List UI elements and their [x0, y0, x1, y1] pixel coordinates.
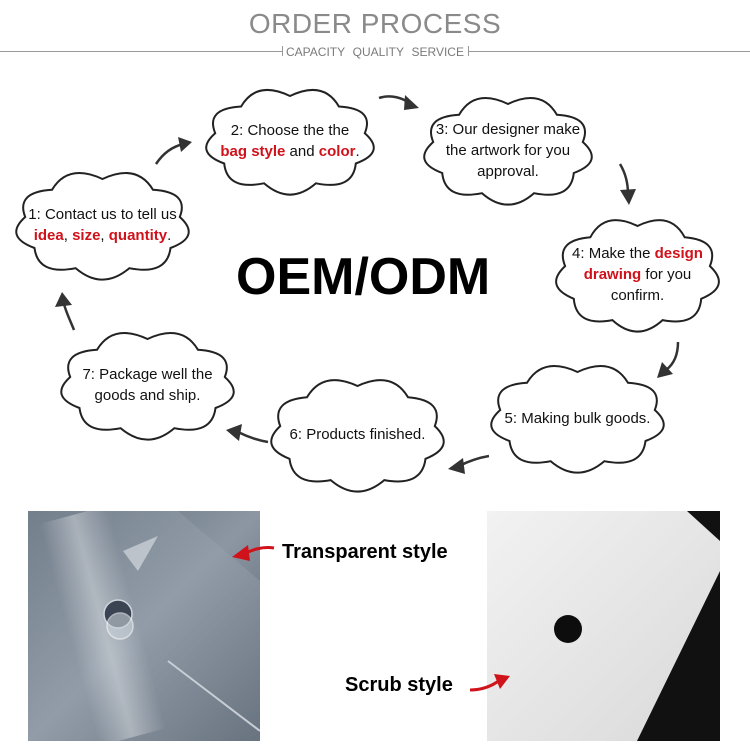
- step-text-line: [424, 119, 592, 182]
- step-text: 5: Making bulk goods.: [504, 409, 651, 427]
- step-3-text: [418, 90, 598, 210]
- step-text: ,: [100, 227, 109, 244]
- transparent-style-label: Transparent style: [282, 541, 448, 563]
- step-text-line: [69, 364, 226, 406]
- highlight-text: size: [72, 227, 101, 244]
- transparent-bag-photo: [28, 511, 260, 741]
- oem-odm-label: OEM/ODM: [236, 248, 491, 306]
- divider-right: [468, 51, 750, 52]
- step-text-line: [505, 408, 651, 429]
- red-arrow-icon: [466, 670, 514, 700]
- step-5-text: [485, 358, 670, 478]
- step-text: .: [355, 143, 360, 160]
- flow-arrow-icon: [48, 288, 84, 334]
- flow-arrow-icon: [150, 132, 200, 172]
- step-7-text: [55, 325, 240, 445]
- step-text-line: [564, 243, 711, 306]
- flow-arrow-icon: [443, 448, 493, 478]
- step-cloud-2: [200, 82, 380, 200]
- step-text: 3: Our designer make the artwork for you approval.: [435, 120, 581, 180]
- flow-arrow-icon: [222, 420, 272, 452]
- subtitle: [286, 45, 464, 59]
- subtitle-quality: QUALITY: [352, 45, 404, 59]
- step-text: 4: Make the: [572, 245, 655, 262]
- step-text: .: [167, 227, 172, 244]
- step-cloud-6: [265, 372, 450, 497]
- highlight-text: idea: [33, 227, 64, 244]
- divider-left: [0, 51, 282, 52]
- highlight-text: color: [318, 143, 356, 160]
- subtitle-capacity: CAPACITY: [286, 45, 346, 59]
- step-1-text: [10, 165, 195, 285]
- flow-arrow-icon: [375, 88, 425, 118]
- step-text: 2: Choose the the: [230, 122, 350, 139]
- step-cloud-4: [550, 212, 725, 337]
- scrub-bag-image: [487, 511, 720, 741]
- transparent-bag-image: [28, 511, 260, 741]
- step-text: 7: Package well the goods and ship.: [82, 366, 213, 404]
- step-cloud-7: [55, 325, 240, 445]
- step-text-line: [290, 424, 426, 445]
- step-2-text: [200, 82, 380, 200]
- step-text-line: [18, 204, 187, 246]
- scrub-style-label: Scrub style: [345, 674, 453, 696]
- page-title: ORDER PROCESS: [248, 8, 502, 39]
- flow-arrow-icon: [652, 338, 688, 382]
- step-cloud-1: [10, 165, 195, 285]
- step-text: ,: [63, 227, 73, 244]
- step-text-line: [218, 120, 362, 162]
- flow-arrow-icon: [612, 160, 642, 208]
- scrub-bag-photo: [487, 511, 720, 741]
- step-text: 6: Products finished.: [289, 426, 426, 443]
- red-arrow-icon: [228, 538, 278, 566]
- step-6-text: [265, 372, 450, 497]
- divider-tick-left: [282, 46, 283, 56]
- step-text: and: [285, 143, 319, 160]
- highlight-text: bag style: [220, 143, 286, 160]
- step-text: 1: Contact us to tell us: [28, 206, 177, 223]
- step-cloud-3: [418, 90, 598, 210]
- step-cloud-5: [485, 358, 670, 478]
- subtitle-service: SERVICE: [411, 45, 464, 59]
- highlight-text: quantity: [108, 227, 168, 244]
- step-4-text: [550, 212, 725, 337]
- highlight-text: design drawing: [583, 245, 703, 283]
- step-text: for you confirm.: [610, 266, 692, 304]
